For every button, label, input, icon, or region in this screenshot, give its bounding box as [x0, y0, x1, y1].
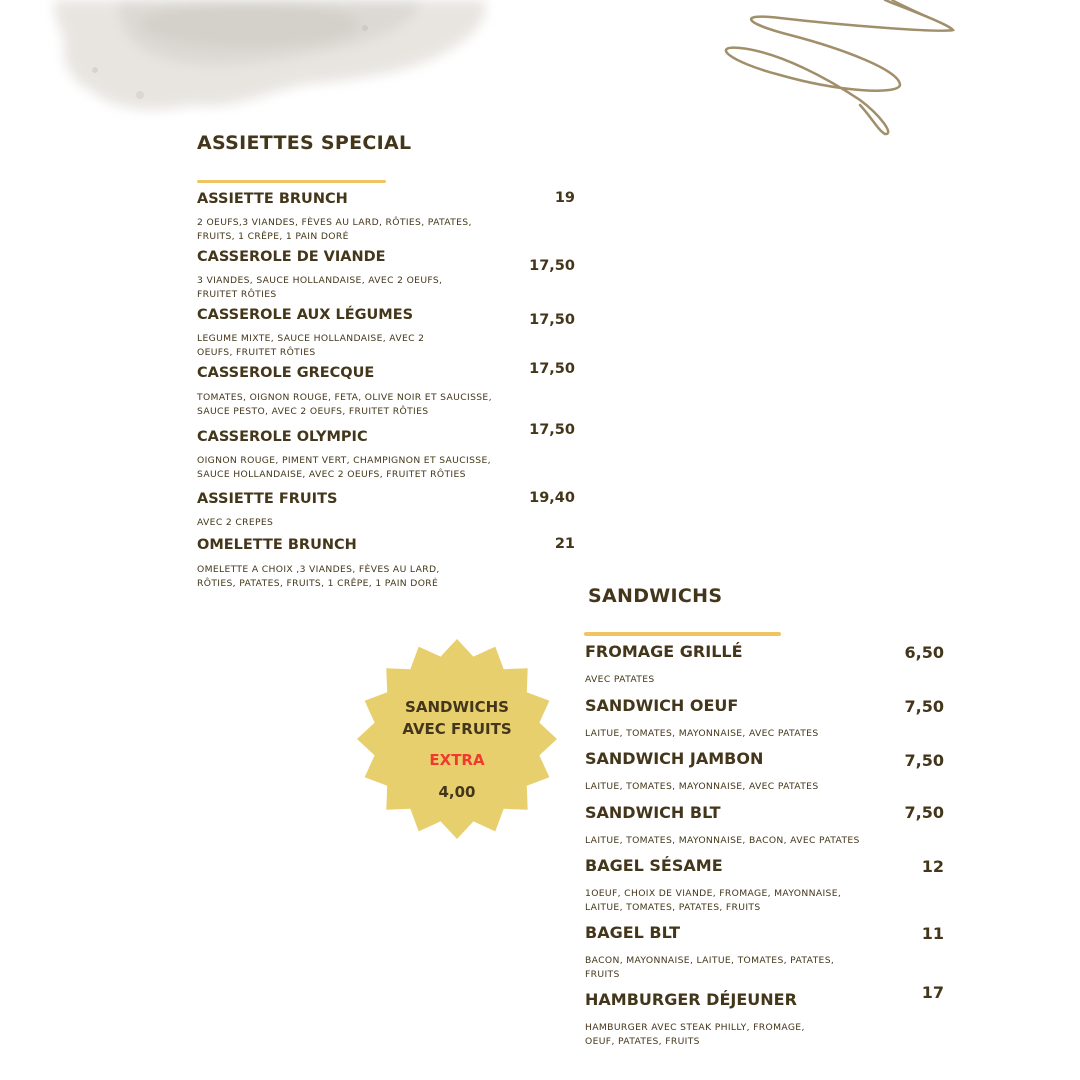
watercolor-stain-decoration [0, 0, 520, 130]
menu-item-description: OEUFS, FRUITET RÔTIES [197, 346, 316, 358]
menu-item-description: 3 VIANDES, SAUCE HOLLANDAISE, AVEC 2 OEUFS, [197, 275, 443, 286]
menu-item-name: CASSEROLE GRECQUE [197, 365, 375, 381]
menu-item-price: 7,50 [904, 697, 944, 716]
menu-item-description: OMELETTE A CHOIX ,3 VIANDES, FÈVES AU LARD, [197, 564, 440, 575]
menu-item-description: FRUITS, 1 CRÊPE, 1 PAIN DORÉ [197, 230, 349, 242]
menu-item-price: 17 [921, 983, 944, 1002]
menu-item-name: ASSIETTE BRUNCH [197, 191, 348, 207]
menu-item-description: 1OEUF, CHOIX DE VIANDE, FROMAGE, MAYONNAISE, [585, 888, 842, 899]
menu-item-price: 17,50 [529, 361, 575, 377]
menu-item-price: 12 [921, 857, 944, 876]
menu-item-name: CASSEROLE AUX LÉGUMES [197, 307, 414, 323]
menu-item-name: SANDWICH BLT [585, 803, 721, 822]
menu-item-description: BACON, MAYONNAISE, LAITUE, TOMATES, PATATES, [585, 955, 835, 966]
section-underline-sandwichs [584, 632, 781, 636]
badge-extra-label: EXTRA [429, 751, 485, 769]
badge-price: 4,00 [438, 783, 476, 801]
section-title-assiettes: ASSIETTES SPECIAL [197, 132, 412, 154]
menu-item-description: AVEC 2 CREPES [197, 517, 274, 528]
menu-item-description: SAUCE HOLLANDAISE, AVEC 2 OEUFS, FRUITET RÔTIES [197, 468, 466, 480]
menu-item-name: SANDWICH JAMBON [585, 749, 764, 768]
badge-line-1: SANDWICHS [405, 698, 509, 716]
menu-item-description: FRUITET RÔTIES [197, 288, 277, 300]
menu-item-description: TOMATES, OIGNON ROUGE, FETA, OLIVE NOIR ET SAUCISSE, [197, 392, 492, 403]
menu-item-name: HAMBURGER DÉJEUNER [585, 990, 797, 1009]
menu-item-name: BAGEL BLT [585, 923, 681, 942]
menu-item-description: LAITUE, TOMATES, MAYONNAISE, AVEC PATATES [585, 728, 819, 739]
menu-item-name: FROMAGE GRILLÉ [585, 642, 743, 661]
menu-item-name: OMELETTE BRUNCH [197, 537, 357, 553]
menu-item-name: SANDWICH OEUF [585, 696, 739, 715]
menu-item-description: LAITUE, TOMATES, MAYONNAISE, AVEC PATATES [585, 781, 819, 792]
menu-item-price: 19,40 [529, 490, 575, 506]
menu-item-description: FRUITS [585, 968, 620, 980]
menu-item-description: LAITUE, TOMATES, PATATES, FRUITS [585, 901, 761, 913]
menu-item-price: 11 [921, 924, 944, 943]
menu-item-name: BAGEL SÉSAME [585, 856, 723, 875]
menu-item-name: ASSIETTE FRUITS [197, 491, 338, 507]
menu-item-price: 19 [554, 190, 575, 206]
badge-line-2: AVEC FRUITS [402, 720, 512, 738]
menu-item-price: 21 [554, 536, 575, 552]
menu-item-description: AVEC PATATES [585, 674, 655, 685]
menu-item-name: CASSEROLE OLYMPIC [197, 429, 368, 445]
menu-item-price: 17,50 [529, 312, 575, 328]
menu-item-description: LAITUE, TOMATES, MAYONNAISE, BACON, AVEC PATATES [585, 835, 860, 846]
menu-item-description: OIGNON ROUGE, PIMENT VERT, CHAMPIGNON ET SAUCISSE, [197, 455, 491, 466]
menu-item-description: OEUF, PATATES, FRUITS [585, 1035, 700, 1047]
menu-item-price: 6,50 [904, 643, 944, 662]
menu-item-name: CASSEROLE DE VIANDE [197, 249, 386, 265]
extra-badge [357, 639, 557, 839]
menu-item-price: 17,50 [529, 258, 575, 274]
menu-item-price: 7,50 [904, 751, 944, 770]
section-underline-assiettes [197, 180, 386, 183]
menu-item-price: 7,50 [904, 803, 944, 822]
menu-item-description: RÔTIES, PATATES, FRUITS, 1 CRÊPE, 1 PAIN DORÉ [197, 577, 439, 589]
menu-item-description: SAUCE PESTO, AVEC 2 OEUFS, FRUITET RÔTIES [197, 405, 429, 417]
menu-item-price: 17,50 [529, 422, 575, 438]
section-title-sandwichs: SANDWICHS [588, 585, 723, 607]
menu-item-description: LEGUME MIXTE, SAUCE HOLLANDAISE, AVEC 2 [197, 333, 425, 344]
menu-item-description: 2 OEUFS,3 VIANDES, FÈVES AU LARD, RÔTIES, PATATES, [197, 217, 472, 228]
swirl-line-decoration [710, 0, 970, 145]
menu-item-description: HAMBURGER AVEC STEAK PHILLY, FROMAGE, [585, 1022, 805, 1033]
